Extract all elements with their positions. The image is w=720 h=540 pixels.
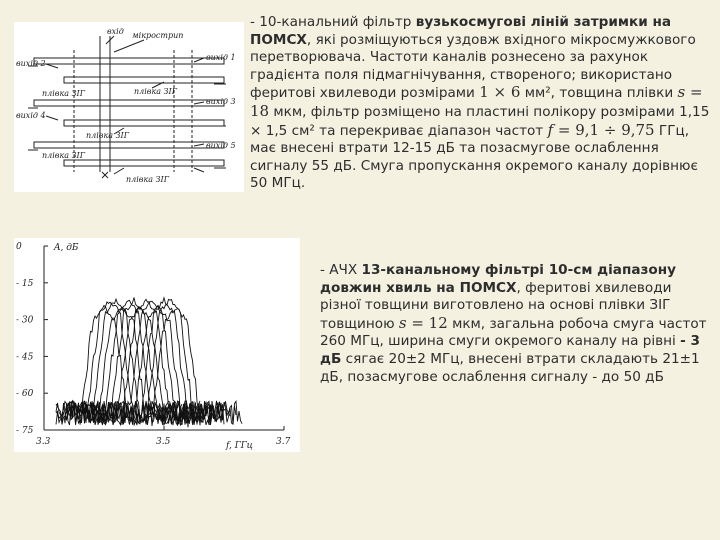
output-2-label: вихід 2 (16, 59, 46, 68)
text-run: мкм, загальна робоча смуга частот 260 МГц, ширина смуги окремого каналу на рівні (320, 315, 707, 350)
y-tick-label: - 30 (16, 315, 34, 326)
math-var: s (398, 313, 407, 332)
y-tick-label: - 60 (16, 389, 34, 400)
math-run: 1 × 6 (479, 83, 521, 102)
y-tick-label: - 75 (16, 426, 34, 436)
math-var: s (677, 83, 686, 102)
response-chart (14, 238, 300, 452)
y-tick-label: 0 (16, 242, 22, 252)
output-1-label: вихід 1 (206, 53, 236, 62)
paragraph-1 (250, 14, 712, 193)
output-5-label: вихід 5 (206, 141, 236, 150)
text-run: мм², товщина плівки (520, 85, 678, 102)
y-tick-label: - 45 (16, 352, 34, 363)
x-tick-label: 3.3 (36, 437, 51, 447)
bold-run: 13-канальному фільтрі 10-см діапазону довжин хвиль на ПОМСХ (320, 262, 677, 296)
text-run: ГГц, має внесені втрати 12-15 дБ та позасмугове ослаблення сигналу 55 дБ. Смуга пропускання окремого каналу дорівнює 50 МГц. (250, 122, 698, 192)
filter-description-2 (320, 262, 712, 386)
film-label: плівка ЗІГ (42, 89, 85, 98)
text-run: - АЧХ (320, 262, 362, 278)
text-run: мкм, фільтр розміщено на пластині полікору розмірами 1,15 × 1,5 см² та перекриває діапазон частот (250, 103, 710, 139)
waveguide-strip (34, 100, 224, 106)
math-var: f (547, 120, 554, 139)
film-label: плівка ЗІГ (86, 131, 129, 140)
output-4-label: вихід 4 (16, 111, 46, 120)
y-axis-label: A, дБ (54, 243, 79, 253)
text-run: - 10-канальний фільтр (250, 14, 416, 30)
x-tick-label: 3.7 (276, 437, 291, 447)
waveguide-strip (64, 120, 224, 126)
bold-run: вузькосмугові ліній затримки на ПОМСХ (250, 14, 672, 48)
waveguide-strip (34, 142, 224, 148)
microstrip-label: мікрострип (132, 31, 184, 40)
response-chart-svg (14, 238, 300, 452)
math-run: = 9,1 ÷ 9,75 (553, 120, 655, 139)
text-run: сягає 20±2 МГц, внесені втрати складають 21±1 дБ, позасмугове ослаблення сигналу - до 50 дБ (320, 350, 700, 385)
paragraph-2 (320, 262, 712, 386)
film-label: плівка ЗІГ (134, 87, 177, 96)
film-label: плівка ЗІГ (42, 151, 85, 160)
filter-schematic (14, 22, 244, 192)
bold-run: - 3 дБ (320, 333, 700, 367)
input-label: вхід (107, 27, 124, 36)
text-run: , феритові хвилеводи різної товщини виготовлено на основі плівки ЗІГ товщиною (320, 279, 672, 332)
math-run: = 18 (250, 83, 703, 120)
filter-schematic-drawing (14, 22, 244, 192)
text-run: , які розміщуються уздовж вхідного мікросмужкового перетворювача. Частоти каналів рознесено за рахунок градієнта поля підмагнічування, створеного; використано феритові хвилеводи розмірами (250, 31, 696, 102)
film-label: плівка ЗІГ (126, 175, 169, 184)
waveguide-strip (64, 77, 224, 83)
math-run: = 12 (406, 313, 448, 332)
y-tick-label: - 15 (16, 278, 34, 289)
output-3-label: вихід 3 (206, 97, 236, 106)
x-axis-label: f, ГГц (226, 441, 253, 451)
filter-description-1 (250, 14, 712, 193)
x-tick-label: 3.5 (156, 437, 171, 447)
waveguide-strip (64, 160, 224, 166)
